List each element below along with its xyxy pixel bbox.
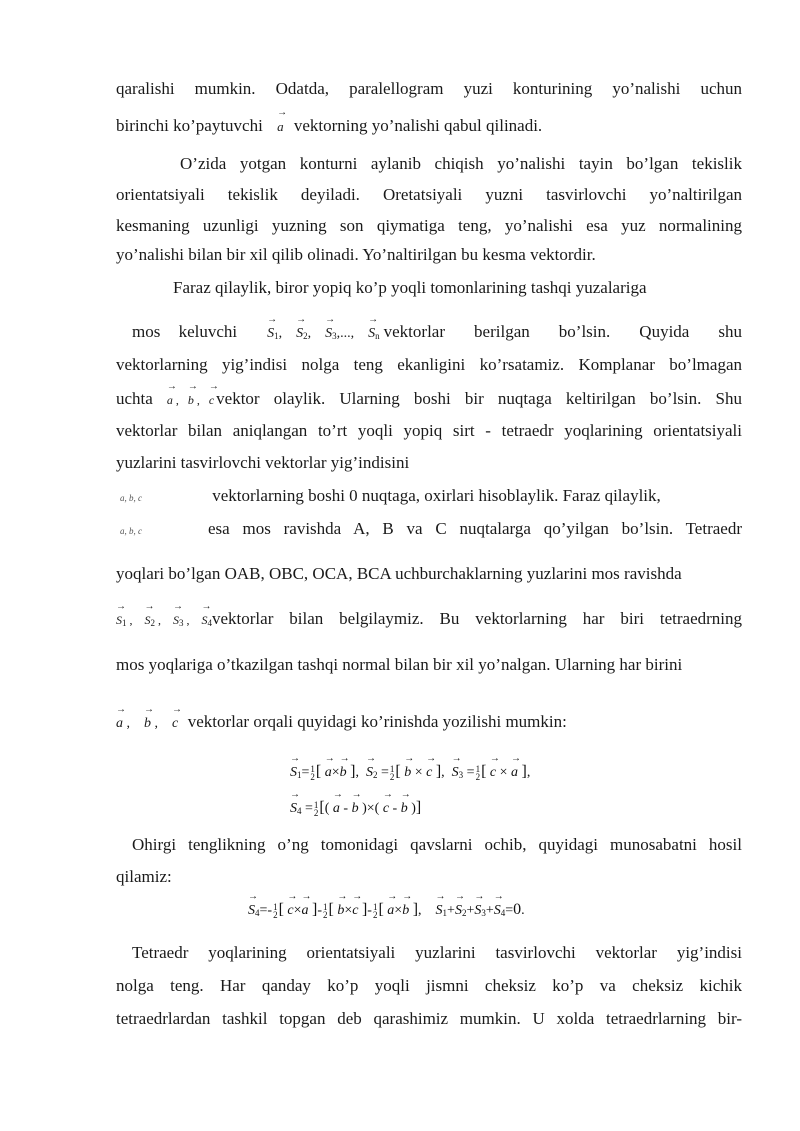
text-line [116, 711, 742, 735]
numerator: 1 [372, 901, 378, 912]
numerator: 1 [323, 901, 328, 912]
zero: 0 [513, 901, 522, 918]
numerator: 1 [313, 799, 319, 810]
vector-s3: → S [452, 765, 459, 780]
formula-s1-s2-s3: → $S_1=1$ 2[ → a×→ b ], → $S_2 =1$ 2[ → b × → c ], → $S_3 =1$ 2[ → c × → a ], [290, 762, 530, 785]
text-fragment: vektorning yo’nalishi qabul qilinadi. [293, 116, 543, 135]
text-fragment: vektorlar orqali quyidagi ko’rinishda yozilishi mumkin: [187, 712, 567, 731]
text-fragment: vektor olaylik. Ularning boshi bir nuqtaga keltirilgan bo’lsin. Shu [216, 389, 742, 408]
text-line: Ohirgi tenglikning o’ng tomonidagi qavslarni ochib, quyidagi munosabatni hosil [132, 835, 742, 854]
text-line: Faraz qilaylik, biror yopiq ko’p yoqli tomonlarining tashqi yuzalariga [173, 278, 647, 297]
vector-b: → b [340, 765, 347, 780]
vector-list-abc: → a , → b , → c [116, 716, 182, 731]
subscript: 2 [150, 618, 155, 628]
vector-a: → a [333, 801, 340, 816]
vector-list-s4: → $S_1$ , → $S_2$ , → $S_3$ , → $S_4$ [116, 609, 212, 634]
vector-s2: → S [145, 613, 151, 627]
text-line: yoqlari bo’lgan OAB, OBC, OCA, BCA uchburchaklarning yuzlarini mos ravishda [116, 564, 682, 583]
text-line: orientatsiyali tekislik deyiladi. Oretatsiyali yuzni tasvirlovchi yo’naltirilgan [116, 185, 742, 204]
denominator: 2 [372, 909, 378, 920]
numerator: 1 [273, 901, 278, 912]
vector-a: → a [511, 765, 518, 780]
vector-s2: → S [366, 765, 373, 780]
vector-s1: → S [267, 326, 274, 341]
vector-s4: → S [290, 801, 297, 816]
text-line: yo’nalishi bilan bir xil qilib olinadi. Yo’naltirilgan bu kesma vektordir. [116, 245, 596, 264]
text-line: vektorlarning yig’indisi nolga teng ekanligini ko’rsatamiz. Komplanar bo’lmagan [116, 355, 742, 374]
fraction-half [390, 765, 395, 781]
numerator: 1 [475, 763, 481, 774]
vector-list-small: a, b, c [120, 526, 142, 536]
text-line: O’zida yotgan konturni aylanib chiqish yo’nalishi tayin bo’lgan tekislik [180, 154, 742, 173]
vector-s3: → S [474, 903, 481, 918]
denominator: 2 [310, 771, 315, 782]
vector-s1: → S [436, 903, 443, 918]
vector-list-small: a, b, c [120, 493, 142, 503]
subscript: 3 [481, 908, 486, 918]
text-line: tetraedrlardan tashkil topgan deb qarashimiz mumkin. U xolda tetraedrlarning bir- [116, 1009, 742, 1028]
vector-s3: → S [173, 613, 179, 627]
text-fragment: mos keluvchi [132, 322, 238, 341]
vector-c: → c [426, 765, 432, 780]
text-line: Tetraedr yoqlarining orientatsiyali yuzlarini tasvirlovchi vektorlar yig’indisi [132, 943, 742, 962]
fraction-half [323, 903, 328, 919]
vector-c: → c [172, 716, 178, 731]
subscript: 1 [297, 770, 302, 780]
ellipsis: ,..., [336, 326, 355, 341]
denominator: 2 [389, 771, 395, 782]
vector-c: → c [209, 393, 214, 407]
text-line [116, 115, 742, 138]
vector-a: → a [277, 119, 284, 134]
vector-s3: → S [325, 326, 332, 341]
vector-b: → b [188, 393, 194, 407]
text-line [120, 485, 742, 509]
vector-s4: → S [494, 903, 501, 918]
text-fragment: vektorlar bilan belgilaymiz. Bu vektorlarning har biri tetraedrning [212, 609, 742, 628]
text-line: nolga teng. Har qanday ko’p yoqli jismni cheksiz ko’p va cheksiz kichik [116, 976, 742, 995]
vector-b: → b [337, 903, 344, 918]
fraction-half [273, 903, 278, 919]
vector-a: → a [387, 903, 394, 918]
vector-c: → c [490, 765, 496, 780]
subscript: 3 [332, 331, 337, 341]
vector-b: → b [404, 765, 411, 780]
vector-s1: → S [290, 765, 297, 780]
subscript: 1 [442, 908, 448, 918]
subscript: 2 [303, 331, 308, 341]
subscript: 1 [122, 618, 127, 628]
vector-a: → a [302, 903, 309, 918]
fraction-half [373, 903, 378, 919]
vector-b: → b [402, 903, 409, 918]
text-line [116, 388, 742, 411]
text-fragment: vektorlar berilgan bo’lsin. Quyida shu [383, 322, 742, 341]
text-line: qaralishi mumkin. Odatda, paralellogram yuzi konturining yo’nalishi uchun [116, 79, 742, 98]
subscript: 4 [207, 618, 212, 628]
vector-s4: → S [202, 613, 208, 627]
numerator: 1 [389, 763, 395, 774]
subscript: 2 [461, 908, 467, 918]
fraction-half [314, 801, 319, 817]
text-fragment: birinchi ko’paytuvchi [116, 116, 263, 135]
denominator: 2 [475, 771, 481, 782]
vector-sn: → S [368, 326, 375, 341]
vector-c: → c [287, 903, 293, 918]
text-fragment: esa mos ravishda A, B va C nuqtalarga qo’yilgan bo’lsin. Tetraedr [208, 519, 742, 538]
vector-b: → b [352, 801, 359, 816]
vector-list-s: → $S_1$, → $S_2$, → $S_3$,..., → $S_n$ [267, 323, 380, 347]
numerator: 1 [310, 763, 315, 774]
text-line [132, 321, 742, 347]
vector-a: → a [325, 765, 332, 780]
denominator: 2 [313, 807, 319, 818]
text-line: mos yoqlariga o’tkazilgan tashqi normal bilan bir xil yo’nalgan. Ularning har birini [116, 655, 683, 674]
subscript: 3 [458, 770, 464, 780]
subscript: n [375, 331, 380, 341]
subscript: 4 [255, 908, 260, 918]
text-line: yuzlarini tasvirlovchi vektorlar yig’indisini [116, 453, 410, 472]
vector-list-abc: → a , → b , → c [167, 389, 214, 411]
text-line: qilamiz: [116, 867, 172, 886]
subscript: 1 [274, 331, 279, 341]
text-fragment: vektorlarning boshi 0 nuqtaga, oxirlari hisoblaylik. Faraz qilaylik, [212, 486, 661, 505]
vector-a: → a [116, 716, 123, 731]
denominator: 2 [273, 909, 278, 920]
vector-s1: → S [116, 613, 122, 627]
vector-c: → c [383, 801, 389, 816]
fraction-half [476, 765, 481, 781]
text-fragment: uchta [116, 389, 153, 408]
denominator: 2 [323, 909, 328, 920]
vector-s2: → S [296, 326, 303, 341]
fraction-half [310, 765, 315, 781]
text-line: kesmaning uzunligi yuzning son qiymatiga teng, yo’nalishi esa yuz normalining [116, 216, 742, 235]
text-line: vektorlar bilan aniqlangan to’rt yoqli yopiq sirt - tetraedr yoqlarining orientatsiyali [116, 421, 742, 440]
formula-s4: → $S_4 =1$ 2[( → a - → b )×( → c - → b )] [290, 798, 421, 821]
vector-c: → c [352, 903, 358, 918]
text-line [120, 518, 742, 542]
subscript: 4 [500, 908, 506, 918]
vector-s4: → S [248, 903, 255, 918]
vector-s2: → S [455, 903, 462, 918]
vector-b: → b [401, 801, 408, 816]
vector-a: → a [167, 393, 173, 407]
formula-sum: → $S_4=-1$ 2[ → c×→ a ]-1 2[ → b×→ c ]-1 2[ → a×→ b ], → $S_1+\to S_2+\to S_3+\to S_4=0$. [248, 900, 525, 923]
subscript: 2 [372, 770, 378, 780]
subscript: 4 [297, 806, 302, 816]
subscript: 3 [179, 618, 184, 628]
vector-b: → b [144, 716, 151, 731]
text-line [116, 608, 742, 634]
